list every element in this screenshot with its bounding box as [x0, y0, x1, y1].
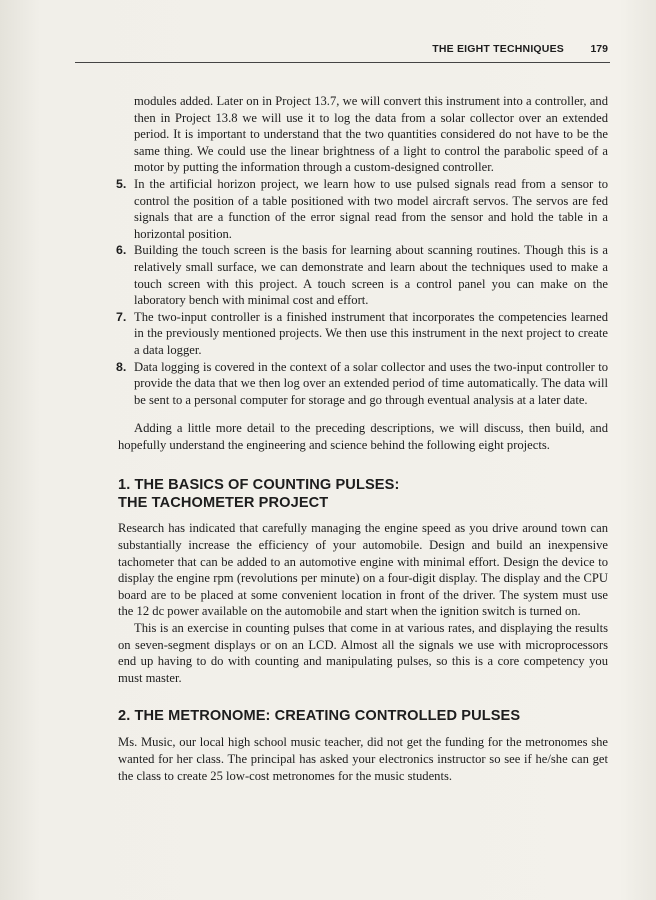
list-item-text: Data logging is covered in the context of a solar collector and uses the two-input controller to provide the data that we then log over an extended period of time automatically. The data will be sent to a personal computer for storage and go through eventual analysis at a later date. — [134, 359, 608, 407]
page-body — [118, 93, 608, 784]
list-item — [118, 359, 608, 409]
section-1-heading-line1: 1. THE BASICS OF COUNTING PULSES: — [118, 477, 400, 494]
list-item-text: In the artificial horizon project, we learn how to use pulsed signals read from a sensor to control the position of a table positioned with two model aircraft servos. The servos are fed signals that are a function of the error signal read from the sensor and hold the table in a horizontal position. — [134, 176, 608, 241]
list-item-text: The two-input controller is a finished instrument that incorporates the competencies learned in the previously mentioned projects. We then use this instrument in the next project to create a data logger. — [134, 309, 608, 357]
list-item-text: Building the touch screen is the basis for learning about scanning routines. Though this is a relatively small surface, we can demonstrate and learn about the techniques used to make a touch screen with this project. A touch screen is a control panel you can make on the laboratory bench with minimal cost and effort. — [134, 243, 608, 308]
list-item-number: 7. — [116, 309, 127, 324]
section-1-heading — [118, 476, 608, 512]
section-1-paragraph-2: This is an exercise in counting pulses that come in at various rates, and displaying the results on seven-segment displays or on an LCD. Almost all the signals we use with microprocessors end up having to do with counting and manipulating pulses, so this is a core competency you must master. — [118, 621, 608, 685]
page-number: 179 — [590, 43, 608, 55]
continued-list-paragraph: modules added. Later on in Project 13.7, we will convert this instrument into a controller, and then in Project 13.8 we will use it to log the data from a solar collector over an extended period. It is important to understand that the two quantities considered do not have to be the same thing. We could use the linear brightness of a light to control the parabolic speed of a motor by putting the information through a custom-designed controller. — [134, 94, 608, 175]
running-header-title: THE EIGHT TECHNIQUES — [432, 43, 564, 55]
intro-paragraph: Adding a little more detail to the preceding descriptions, we will discuss, then build, and hopefully understand the engineering and science behind the following eight projects. — [118, 421, 608, 452]
list-item-number: 5. — [116, 176, 127, 191]
list-item — [118, 309, 608, 359]
section-2-paragraph-1: Ms. Music, our local high school music teacher, did not get the funding for the metronomes she wanted for her class. The principal has asked your electronics instructor so see if he/she can get the class to create 25 low-cost metronomes for the music students. — [118, 735, 608, 783]
section-1-paragraph-1: Research has indicated that carefully managing the engine speed as you drive around town can substantially increase the efficiency of your automobile. Design and build an inexpensive tachometer that can be added to an automotive engine with minimal effort. Design the device to display the engine rpm (revolutions per minute) on a four-digit display. The display and the CPU board are to be placed at some convenient location in front of the driver. The system must use the 12 dc power available on the automobile and start when the ignition switch is turned on. — [118, 521, 608, 619]
section-1-heading-line2: THE TACHOMETER PROJECT — [118, 495, 329, 512]
section-2-heading: 2. THE METRONOME: CREATING CONTROLLED PULSES — [118, 708, 521, 725]
list-item-number: 8. — [116, 359, 127, 374]
running-header — [75, 40, 610, 63]
list-item — [118, 176, 608, 242]
list-item-number: 6. — [116, 243, 127, 258]
list-item — [118, 242, 608, 308]
